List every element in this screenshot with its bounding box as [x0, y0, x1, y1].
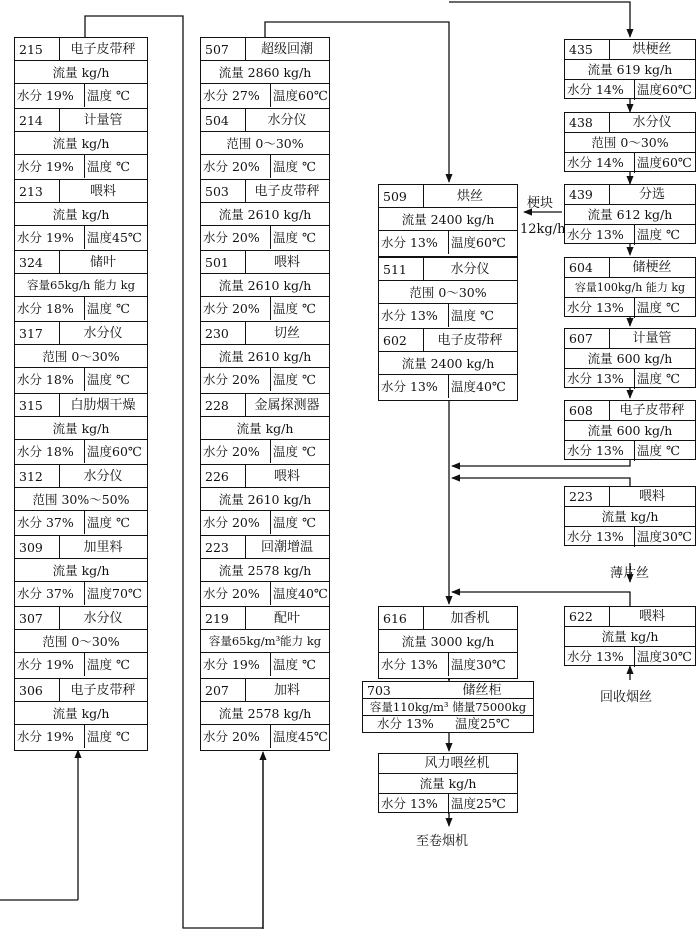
temperature-value: 温度40℃: [451, 379, 506, 394]
process-name: 金属探测器: [254, 398, 320, 413]
process-spec: 流量 2578 kg/h: [201, 702, 329, 725]
process-box-215: [14, 37, 148, 110]
process-box-438: [564, 112, 696, 172]
temperature-value: 温度30℃: [637, 529, 692, 544]
process-name: 回潮增温: [260, 540, 313, 555]
process-spec: 流量 612 kg/h: [565, 205, 695, 225]
process-box-207: [200, 678, 330, 751]
moisture-value: 水分 14%: [567, 82, 624, 97]
process-spec: 范围 0～30%: [15, 345, 147, 368]
process-code: 507: [205, 42, 229, 57]
process-name: 储梗丝: [632, 260, 672, 275]
process-name: 储丝柜: [462, 683, 502, 698]
process-spec: 流量 600 kg/h: [565, 421, 695, 441]
temperature-value: 温度 ℃: [637, 300, 680, 315]
process-spec: 范围 0～30%: [15, 630, 147, 653]
temperature-value: 温度 ℃: [273, 230, 316, 245]
stem-block-label: 梗块: [527, 196, 554, 211]
temperature-value: 温度60℃: [87, 444, 142, 459]
process-name: 切丝: [273, 326, 300, 341]
process-spec: 流量 kg/h: [565, 627, 695, 647]
moisture-value: 水分 13%: [381, 657, 438, 672]
temperature-value: 温度25℃: [455, 716, 510, 731]
temperature-value: 温度 ℃: [87, 729, 130, 744]
process-code: 207: [205, 683, 229, 698]
temperature-value: 温度 ℃: [87, 657, 130, 672]
moisture-value: 水分 13%: [567, 300, 624, 315]
moisture-value: 水分 13%: [381, 796, 438, 811]
process-box-616: [378, 606, 518, 679]
process-spec: 流量 2610 kg/h: [201, 274, 329, 297]
process-name: 风力喂丝机: [424, 756, 490, 771]
process-spec: 流量 kg/h: [201, 417, 329, 440]
process-box-435: [564, 39, 696, 99]
moisture-value: 水分 20%: [203, 586, 260, 601]
process-code: 215: [19, 42, 43, 57]
moisture-value: 水分 20%: [203, 729, 260, 744]
process-spec: 流量 kg/h: [15, 417, 147, 440]
process-code: 608: [569, 403, 593, 418]
process-code: 226: [205, 469, 229, 484]
moisture-value: 水分 19%: [17, 230, 74, 245]
process-code: 219: [205, 611, 229, 626]
recycled-label: 回收烟丝: [600, 690, 653, 705]
process-name: 喂料: [89, 184, 116, 199]
temperature-value: 温度 ℃: [273, 444, 316, 459]
process-code: 435: [569, 42, 593, 57]
moisture-value: 水分 19%: [203, 657, 260, 672]
moisture-value: 水分 20%: [203, 301, 260, 316]
moisture-value: 水分 14%: [567, 155, 624, 170]
process-spec: 流量 2400 kg/h: [379, 352, 517, 375]
moisture-value: 水分 13%: [567, 529, 624, 544]
process-code: 607: [569, 331, 593, 346]
temperature-value: 温度40℃: [273, 586, 328, 601]
temperature-value: 温度 ℃: [273, 515, 316, 530]
moisture-value: 水分 13%: [377, 716, 434, 731]
process-code: 602: [383, 333, 407, 348]
process-code: 324: [19, 255, 43, 270]
stem-rate-label: 12kg/h: [520, 222, 566, 237]
temperature-value: 温度 ℃: [273, 657, 316, 672]
process-name: 喂料: [638, 489, 665, 504]
process-name: 水分仪: [267, 113, 307, 128]
process-code: 307: [19, 611, 43, 626]
process-code: 230: [205, 326, 229, 341]
process-box-622: [564, 606, 696, 666]
temperature-value: 温度60℃: [273, 88, 328, 103]
process-name: 分选: [638, 187, 665, 202]
process-spec: 流量 kg/h: [15, 61, 147, 84]
process-code: 616: [383, 611, 407, 626]
process-spec: 流量 2610 kg/h: [201, 203, 329, 226]
process-code: 509: [383, 189, 407, 204]
temperature-value: 温度70℃: [87, 586, 142, 601]
moisture-value: 水分 20%: [203, 159, 260, 174]
process-spec: 流量 kg/h: [15, 702, 147, 725]
process-spec: 流量 2400 kg/h: [379, 208, 517, 231]
process-spec: 流量 619 kg/h: [565, 60, 695, 80]
process-name: 水分仪: [632, 115, 672, 130]
moisture-value: 水分 13%: [567, 649, 624, 664]
process-spec: 范围 0～30%: [201, 132, 329, 155]
moisture-value: 水分 18%: [17, 444, 74, 459]
process-name: 超级回潮: [260, 42, 313, 57]
to-maker-label: 至卷烟机: [416, 834, 469, 849]
process-spec: 流量 2860 kg/h: [201, 61, 329, 84]
temperature-value: 温度 ℃: [273, 301, 316, 316]
temperature-value: 温度 ℃: [273, 372, 316, 387]
process-code: 504: [205, 113, 229, 128]
temperature-value: 温度60℃: [451, 235, 506, 250]
process-spec: 容量100kg/h 能力 kg: [565, 278, 695, 298]
temperature-value: 温度 ℃: [637, 443, 680, 458]
process-name: 配叶: [273, 611, 300, 626]
moisture-value: 水分 19%: [17, 159, 74, 174]
process-box-213: [14, 179, 148, 252]
process-name: 烘丝: [456, 189, 483, 204]
process-code: 223: [569, 489, 593, 504]
process-name: 储叶: [89, 255, 116, 270]
process-spec: 流量 3000 kg/h: [379, 630, 517, 653]
process-code: 309: [19, 540, 43, 555]
process-code: 228: [205, 398, 229, 413]
moisture-value: 水分 19%: [17, 729, 74, 744]
process-box-439: [564, 184, 696, 244]
process-box-504: [200, 108, 330, 181]
process-name: 计量管: [632, 331, 672, 346]
moisture-value: 水分 13%: [567, 227, 624, 242]
process-name: 白肋烟干燥: [70, 398, 136, 413]
temperature-value: 温度 ℃: [637, 371, 680, 386]
moisture-value: 水分 19%: [17, 88, 74, 103]
moisture-value: 水分 13%: [381, 235, 438, 250]
process-name: 计量管: [83, 113, 123, 128]
process-name: 加里料: [83, 540, 123, 555]
storage-capacity: 容量110kg/m³ 储量75000kg: [363, 699, 533, 716]
process-box-223-rewet: [200, 535, 330, 608]
moisture-value: 水分 19%: [17, 657, 74, 672]
moisture-value: 水分 13%: [381, 308, 438, 323]
process-spec: 范围 0～30%: [565, 133, 695, 153]
process-spec: 流量 kg/h: [565, 507, 695, 527]
process-name: 加香机: [450, 611, 490, 626]
process-box-315: [14, 393, 148, 466]
process-box-219: [200, 606, 330, 679]
process-box-312: [14, 464, 148, 537]
process-code: 703: [367, 683, 391, 698]
moisture-value: 水分 13%: [567, 371, 624, 386]
process-code: 622: [569, 609, 593, 624]
process-box-703: [362, 681, 534, 733]
process-name: 水分仪: [83, 469, 123, 484]
moisture-value: 水分 37%: [17, 586, 74, 601]
process-box-309: [14, 535, 148, 608]
process-box-607: [564, 328, 696, 388]
moisture-value: 水分 18%: [17, 372, 74, 387]
process-spec: 流量 kg/h: [15, 203, 147, 226]
process-spec: 流量 kg/h: [379, 774, 517, 794]
process-box-226: [200, 464, 330, 537]
temperature-value: 温度 ℃: [87, 88, 130, 103]
temperature-value: 温度30℃: [451, 657, 506, 672]
process-box-214: [14, 108, 148, 181]
process-box-501: [200, 250, 330, 323]
process-name: 电子皮带秤: [254, 184, 320, 199]
process-box-307: [14, 606, 148, 679]
process-box-317: [14, 321, 148, 394]
process-name: 电子皮带秤: [437, 333, 503, 348]
process-code: 503: [205, 184, 229, 199]
process-name: 水分仪: [450, 262, 490, 277]
moisture-value: 水分 27%: [203, 88, 260, 103]
process-code: 439: [569, 187, 593, 202]
temperature-value: 温度60℃: [637, 155, 692, 170]
process-code: 501: [205, 255, 229, 270]
temperature-value: 温度 ℃: [87, 159, 130, 174]
temperature-value: 温度60℃: [637, 82, 692, 97]
process-spec: 容量65kg/h 能力 kg: [15, 274, 147, 297]
process-code: 317: [19, 326, 43, 341]
process-code: 604: [569, 260, 593, 275]
process-spec: 容量65kg/m³能力 kg: [201, 630, 329, 653]
process-spec: 流量 600 kg/h: [565, 349, 695, 369]
moisture-value: 水分 20%: [203, 372, 260, 387]
process-name: 喂料: [273, 255, 300, 270]
process-name: 水分仪: [83, 611, 123, 626]
moisture-value: 水分 13%: [567, 443, 624, 458]
moisture-value: 水分 13%: [381, 379, 438, 394]
process-code: 312: [19, 469, 43, 484]
process-box-507: [200, 37, 330, 110]
process-box-511: [378, 257, 518, 330]
process-name: 烘梗丝: [632, 42, 672, 57]
temperature-value: 温度 ℃: [87, 372, 130, 387]
moisture-value: 水分 18%: [17, 301, 74, 316]
moisture-value: 水分 37%: [17, 515, 74, 530]
process-box-228: [200, 393, 330, 466]
process-box-223-feeder: [564, 486, 696, 546]
temperature-value: 温度 ℃: [451, 308, 494, 323]
process-name: 喂料: [638, 609, 665, 624]
moisture-value: 水分 20%: [203, 230, 260, 245]
process-name: 加料: [273, 683, 300, 698]
temperature-value: 温度45℃: [87, 230, 142, 245]
temperature-value: 温度45℃: [273, 729, 328, 744]
process-box-602: [378, 328, 518, 401]
process-box-604: [564, 257, 696, 317]
process-box-608: [564, 400, 696, 460]
thin-shreds-label: 薄片丝: [610, 566, 650, 581]
process-spec: 流量 2578 kg/h: [201, 559, 329, 582]
process-code: 306: [19, 683, 43, 698]
process-box-503: [200, 179, 330, 252]
process-box-306: [14, 678, 148, 751]
process-box-230: [200, 321, 330, 394]
process-spec: 流量 2610 kg/h: [201, 488, 329, 511]
process-name: 水分仪: [83, 326, 123, 341]
process-box-wind-feeder: [378, 753, 518, 813]
process-code: 315: [19, 398, 43, 413]
process-code: 438: [569, 115, 593, 130]
process-code: 214: [19, 113, 43, 128]
process-code: 223: [205, 540, 229, 555]
temperature-value: 温度 ℃: [87, 301, 130, 316]
process-code: 213: [19, 184, 43, 199]
temperature-value: 温度 ℃: [87, 515, 130, 530]
process-name: 电子皮带秤: [70, 42, 136, 57]
moisture-value: 水分 20%: [203, 444, 260, 459]
temperature-value: 温度25℃: [451, 796, 506, 811]
process-name: 喂料: [273, 469, 300, 484]
process-name: 电子皮带秤: [619, 403, 685, 418]
temperature-value: 温度30℃: [637, 649, 692, 664]
process-spec: 范围 30%～50%: [15, 488, 147, 511]
process-spec: 范围 0～30%: [379, 281, 517, 304]
process-spec: 流量 kg/h: [15, 132, 147, 155]
process-box-509: [378, 184, 518, 257]
process-name: 电子皮带秤: [70, 683, 136, 698]
process-spec: 流量 kg/h: [15, 559, 147, 582]
process-code: 511: [383, 262, 407, 277]
temperature-value: 温度 ℃: [637, 227, 680, 242]
process-spec: 流量 2610 kg/h: [201, 345, 329, 368]
temperature-value: 温度 ℃: [273, 159, 316, 174]
process-box-324: [14, 250, 148, 323]
moisture-value: 水分 20%: [203, 515, 260, 530]
